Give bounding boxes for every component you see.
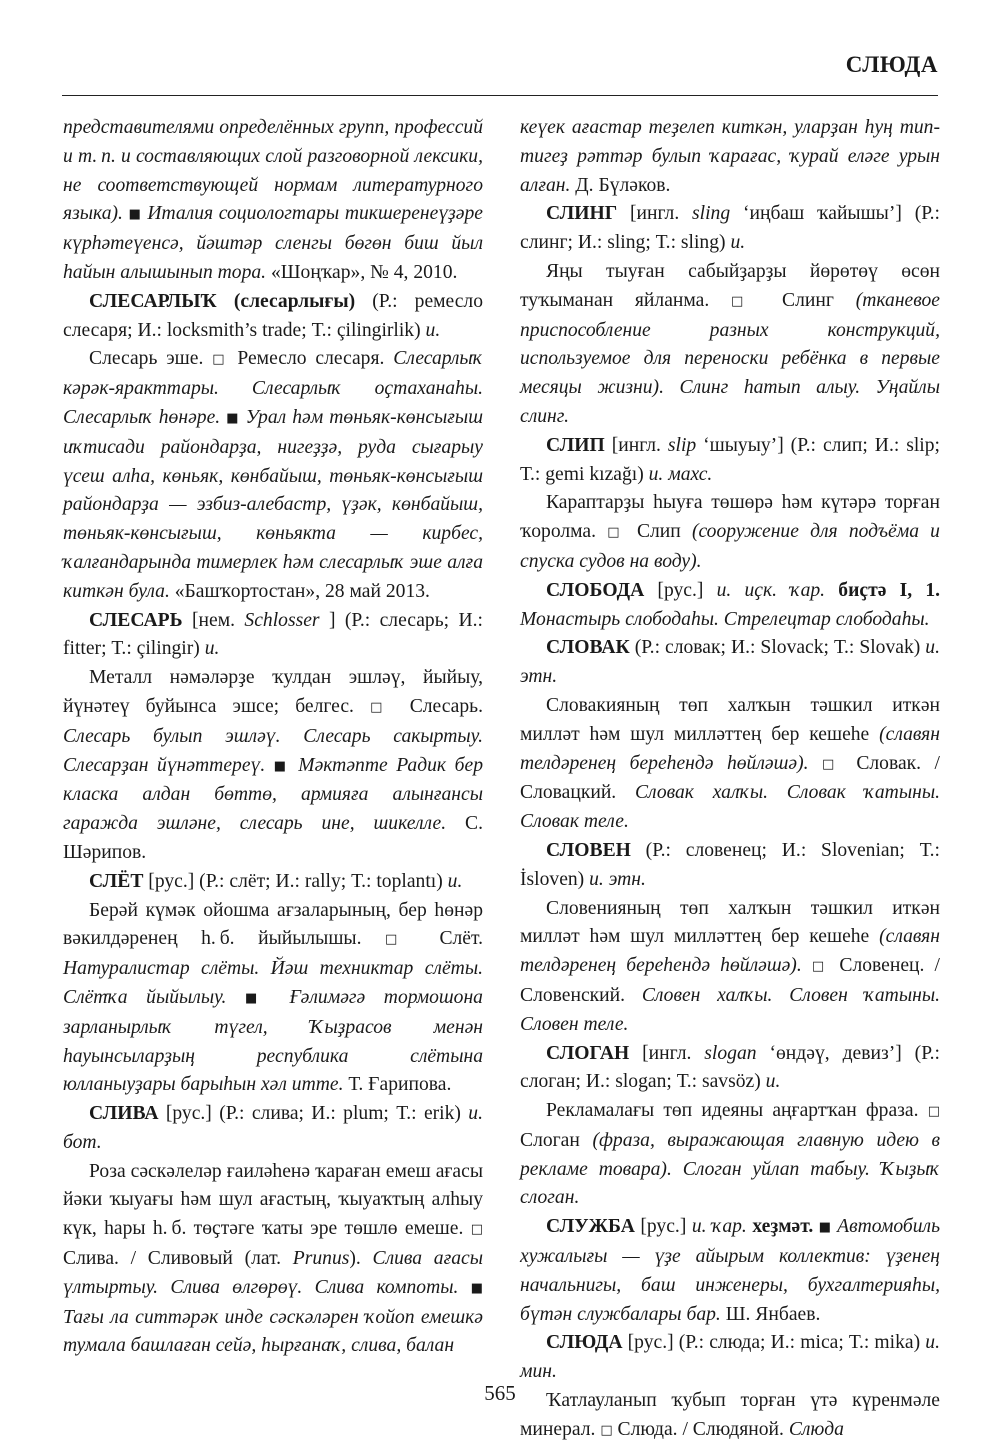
dictionary-paragraph: СЛОГАН [ингл. slogan ‘өндәү, девиз’] (Р.: слоган; И.: slogan; Т.: savsöz) и. — [520, 1042, 940, 1093]
header-rule — [62, 95, 938, 96]
dictionary-paragraph: СЛОВЕН (Р.: словенец; И.: Slovenian; Т.: İsloven) и. этн. — [520, 839, 940, 890]
dictionary-paragraph: СЛИП [ингл. slip ‘шыуыу’] (Р.: слип; И.: slip; Т.: gemi kızağı) и. махс. — [520, 434, 940, 485]
dictionary-paragraph: Яңы тыуған сабыйҙарҙы йөрөтөү өсөн туҡыманан яйланма. □ Слинг (тканевое приспособление разных конструкций, используемое для переноски ребёнка в первые месяцы жизни). Слинг һатып алыу. Уңайлы слинг. — [520, 260, 940, 427]
dictionary-paragraph: Берәй күмәк ойошма ағзаларының, бер һөнәр вәкилдәренең һ. б. йыйылышы. □ Слёт. Натуралистар слёты. Йәш техниктар слёты. Слётҡа йыйылыу. ■ Ғәлимәгә тормошона зарланырлыҡ түгел, Ҡыҙрасов менән һауынсыларҙың республика слётына юлланыуҙары барыһын хәл итте. Т. Ғарипова. — [63, 899, 483, 1096]
page-number: 565 — [484, 1381, 516, 1405]
dictionary-paragraph: СЛЕСАРЛЫҠ (слесарлығы) (Р.: ремесло слесаря; И.: locksmith’s trade; Т.: çilingirlik) и. — [63, 290, 483, 341]
left-column — [63, 114, 483, 1361]
dictionary-paragraph: СЛИНГ [ингл. sling ‘иңбаш ҡайышы’] (Р.: слинг; И.: sling; Т.: sling) и. — [520, 203, 941, 254]
dictionary-paragraph: Словенияның төп халҡын тәшкил иткән милләт һәм шул милләттең бер кешеһе (славян телдәренең береһендә һөйләшә). □ Словенец. / Словенский. Словен халҡы. Словен ҡатыны. Словен теле. — [520, 897, 940, 1035]
dictionary-paragraph: СЛЁТ [рус.] (Р.: слёт; И.: rally; Т.: toplantı) и. — [89, 870, 463, 892]
dictionary-paragraph: СЛУЖБА [рус.] и. ҡар. хеҙмәт. ■ Автомобиль хужалығы — үҙе айырым коллектив: үҙенең начальнигы, баш инженеры, бухгалтерияһы, бүтән службалары бар. Ш. Янбаев. — [520, 1216, 940, 1325]
dictionary-paragraph: СЛЮДА [рус.] (Р.: слюда; И.: mica; Т.: mika) и. мин. — [520, 1332, 940, 1383]
dictionary-paragraph: Рекламалағы төп идеяны аңғартҡан фраза. □ Слоган (фраза, выражающая главную идею в рекламе товара). Слоган уйлап табыу. Ҡыҙыҡ слоган. — [520, 1100, 941, 1209]
dictionary-paragraph: кеүек ағастар теҙелеп киткән, уларҙан һуң тип-тигеҙ рәттәр булып ҡарағас, ҡурай еләге урын алған. Д. Бүләков. — [520, 117, 940, 196]
dictionary-paragraph: Словакияның төп халҡын тәшкил иткән милләт һәм шул милләттең бер кешеһе (славян телдәренең береһендә һөйләшә). □ Словак. / Словацкий. Словак халҡы. Словак ҡатыны. Словак теле. — [520, 694, 940, 833]
right-column — [520, 114, 940, 1446]
dictionary-paragraph: Роза сәскәлеләр ғаиләһенә ҡараған емеш ағасы йәки ҡыуағы һәм шул ағастың, ҡыуаҡтың алһыу күк, һары һ. б. төҫтәге ҡаты эре төшлө емеше. □ Слива. / Сливовый (лат. Prunus). Слива ағасы үлтыртыу. Слива өлгөрөү. Слива компоты. ■ Тағы ла ситтәрәк инде сәскәләрен ҡойоп емешкә тумала башлаған сейә, һырғанаҡ, слива, балан — [63, 1160, 483, 1357]
dictionary-paragraph: СЛИВА [рус.] (Р.: слива; И.: plum; Т.: erik) и. бот. — [63, 1103, 483, 1153]
running-head: СЛЮДА — [845, 52, 938, 77]
dictionary-paragraph: СЛОВАК (Р.: словак; И.: Slovack; Т.: Slovak) и. этн. — [520, 637, 940, 688]
dictionary-paragraph: Караптарҙы һыуға төшөрә һәм күтәрә торған ҡоролма. □ Слип (сооружение для подъёма и спуска судов на воду). — [520, 492, 940, 572]
dictionary-paragraph: Металл нәмәләрҙе ҡулдан эшләү, йыйыу, йүнәтеү буйынса эшсе; белгес. □ Слесарь. Слесарь булып эшләү. Слесарь сакыртыу. Слесарҙан йүнәттереү. ■ Мәктәпте Радик бер класка алдан бөттө, армияға алынғансы гаражда эшләне, слесарь ине, шикелле. С. Шәрипов. — [63, 667, 483, 863]
dictionary-paragraph: Ҡатлауланып ҡубып торған үтә күренмәле минерал. □ Слюда. / Слюдяной. Слюда — [520, 1390, 940, 1440]
dictionary-paragraph: СЛОБОДА [рус.] и. иҫк. ҡар. биҫтә I, 1. Монастырь слободаһы. Стрелецтар слободаһы. — [520, 579, 941, 630]
dictionary-paragraph: СЛЕСАРЬ [нем. Schlosser ] (Р.: слесарь; И.: fitter; Т.: çilingir) и. — [63, 609, 483, 660]
dictionary-paragraph: представителями определённых групп, профессий и т. п. и составляющих слой разговорной лексики, не соответствующей нормам литературного языка). ■ Италия социологтары тикшеренеүҙәре күрһәтеүенсә, йәштәр сленгы бөгөн биш йыл һайын алышынып тора. «Шоңҡар», № 4, 2010. — [63, 117, 483, 283]
dictionary-paragraph: Слесарь эше. □ Ремесло слесаря. Слесарлыҡ кәрәк-яракттары. Слесарлыҡ оҫтаханаһы. Слесарлыҡ һөнәре. ■ Урал һәм төньяк-көнсығыш иҡтисади райондарҙа, нигеҙҙә, руда сығарыу үсеш алһа, көньяк, көнбайыш, төньяк-көнсығыш райондарҙа — эзбиз-алебастр, үҙәк, көнбайыш, төньяк-көнсығыш, көньякта — кирбес, ҡалғандарында тимерлек һәм слесарлыҡ эше алға киткән була. «Башҡортостан», 28 май 2013. — [63, 348, 483, 602]
